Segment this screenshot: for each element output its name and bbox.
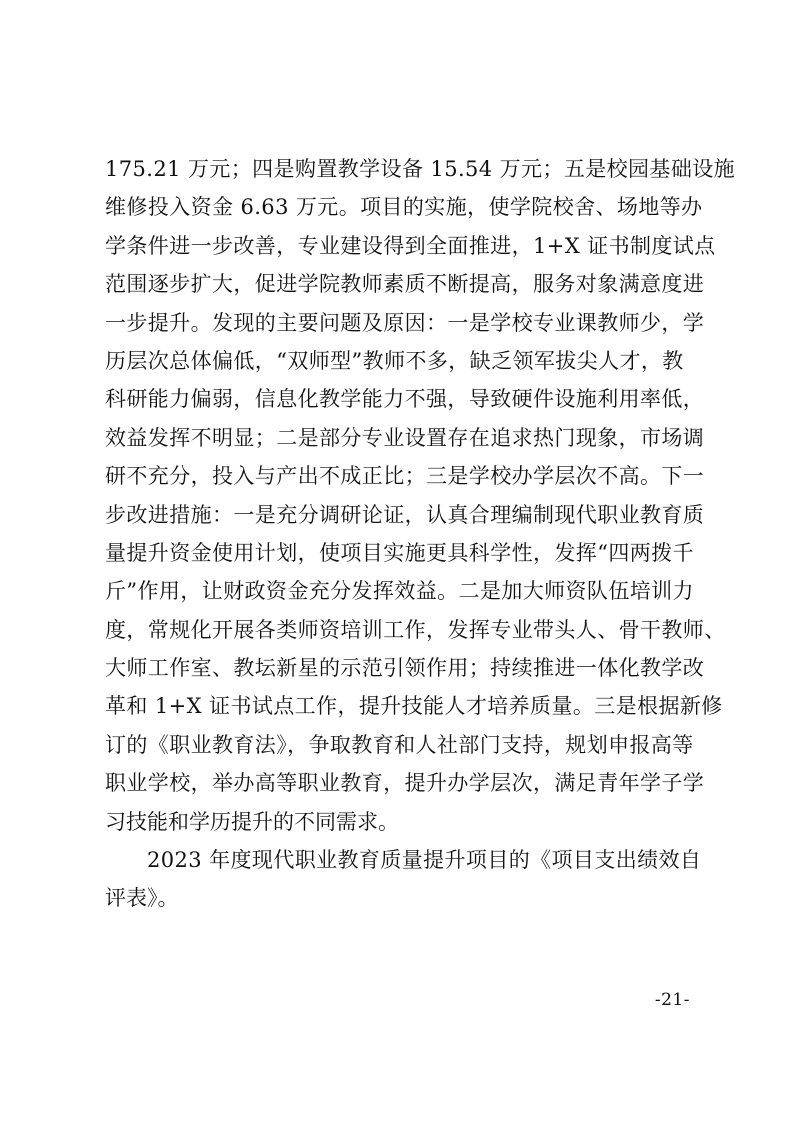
body-text [105, 150, 736, 918]
text-line: 历层次总体偏低，“双师型”教师不多，缺乏领军拔尖人才，教 [105, 348, 684, 373]
text-line: 斤”作用，让财政资金充分发挥效益。二是加大师资队伍培训力 [105, 579, 694, 604]
text-line: 研不充分，投入与产出不成正比；三是学校办学层次不高。下一 [105, 464, 705, 489]
text-line: 步改进措施：一是充分调研论证，认真合理编制现代职业教育质 [105, 502, 705, 527]
text-line: 革和 1+X 证书试点工作，提升技能人才培养质量。三是根据新修 [105, 694, 723, 719]
text-line: 科研能力偏弱，信息化教学能力不强，导致硬件设施利用率低， [105, 387, 705, 412]
text-line: 学条件进一步改善，专业建设得到全面推进，1+X 证书制度试点 [105, 233, 716, 258]
paragraph-1 [105, 150, 736, 841]
text-line: 职业学校，举办高等职业教育，提升办学层次，满足青年学子学 [105, 771, 705, 796]
page-number: -21- [654, 990, 690, 1010]
text-line: 效益发挥不明显；二是部分专业设置存在追求热门现象，市场调 [105, 425, 705, 450]
text-line: 度，常规化开展各类师资培训工作，发挥专业带头人、骨干教师、 [105, 617, 726, 642]
text-line: 习技能和学历提升的不同需求。 [105, 809, 399, 834]
text-line: 175.21 万元；四是购置教学设备 15.54 万元；五是校园基础设施 [105, 157, 736, 181]
text-line: 维修投入资金 6.63 万元。项目的实施，使学院校舍、场地等办 [105, 195, 703, 220]
text-line: 量提升资金使用计划，使项目实施更具科学性，发挥“四两拨千 [105, 540, 694, 565]
text-line: 范围逐步扩大，促进学院教师素质不断提高，服务对象满意度进 [105, 272, 705, 297]
text-line: 订的《职业教育法》，争取教育和人社部门支持，规划申报高等 [105, 732, 694, 757]
text-line: 2023 年度现代职业教育质量提升项目的《项目支出绩效自 [147, 848, 702, 873]
paragraph-2 [105, 841, 702, 918]
text-line: 大师工作室、教坛新星的示范引领作用；持续推进一体化教学改 [105, 656, 705, 681]
text-line: 评表》。 [105, 886, 179, 911]
text-line: 一步提升。发现的主要问题及原因：一是学校专业课教师少，学 [105, 310, 705, 335]
